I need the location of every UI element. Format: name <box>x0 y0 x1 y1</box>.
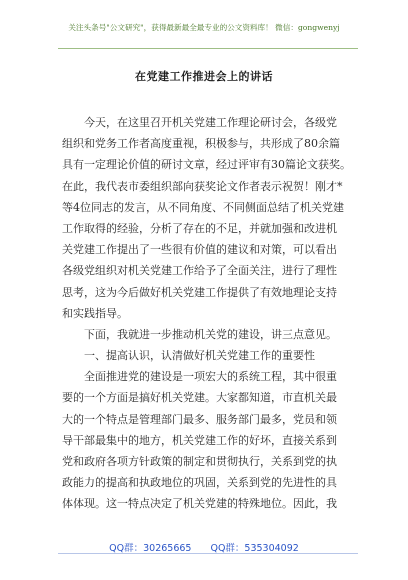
document-body <box>62 112 358 515</box>
body-line: 今天，在这里召开机关党建工作理论研讨会，各级党 <box>62 116 337 129</box>
body-line: 关党建工作提出了一些很有价值的建议和对策，可以看出 <box>62 243 337 257</box>
header-banner: 关注头条号"公文研究"，获得最新最全最专业的公文资料库！ 微信：gongwenyj <box>68 23 340 32</box>
body-line: 大的一个特点是管理部门最多、服务部门最多，党员和领 <box>62 412 337 426</box>
body-line: 工作取得的经验，分析了存在的不足，并就加强和改进机 <box>62 221 337 235</box>
body-line: 等4位同志的发言，从不同角度、不同侧面总结了机关党建 <box>62 200 344 214</box>
body-line: 要的一个方面是搞好机关党建。大家都知道，市直机关最 <box>62 391 337 405</box>
body-line: 和实践指导。 <box>62 306 128 320</box>
body-line: 组织和党务工作者高度重视，积极参与，共形成了80余篇 <box>62 137 340 151</box>
document-title: 在党建工作推进会上的讲话 <box>135 70 273 83</box>
body-line: 各级党组织对机关党建工作给予了全面关注，进行了理性 <box>62 264 337 278</box>
body-line: 在此，我代表市委组织部向获奖论文作者表示祝贺！刚才* <box>62 179 343 193</box>
footer-qq-groups: QQ群：30265665 QQ群：535304092 <box>109 543 299 554</box>
header-divider <box>58 48 358 49</box>
body-line: 全面推进党的建设是一项宏大的系统工程，其中很重 <box>62 370 337 384</box>
body-line: 导干部最集中的地方，机关党建工作的好坏，直接关系到 <box>62 433 337 447</box>
body-line: 体体现。这一特点决定了机关党建的特殊地位。因此，我 <box>62 497 337 511</box>
body-line: 政能力的提高和执政地位的巩固，关系到党的先进性的具 <box>62 476 337 490</box>
footer-divider <box>58 553 358 554</box>
section-heading: 一、提高认识，认清做好机关党建工作的重要性 <box>62 349 315 363</box>
body-line: 下面，我就进一步推动机关党的建设，讲三点意见。 <box>62 327 337 341</box>
body-line: 具有一定理论价值的研讨文章，经过评审有30篇论文获奖。 <box>62 158 351 172</box>
body-line: 思考，这为今后做好机关党建工作提供了有效地理论支持 <box>62 285 337 299</box>
body-line: 党和政府各项方针政策的制定和贯彻执行，关系到党的执 <box>62 455 337 468</box>
